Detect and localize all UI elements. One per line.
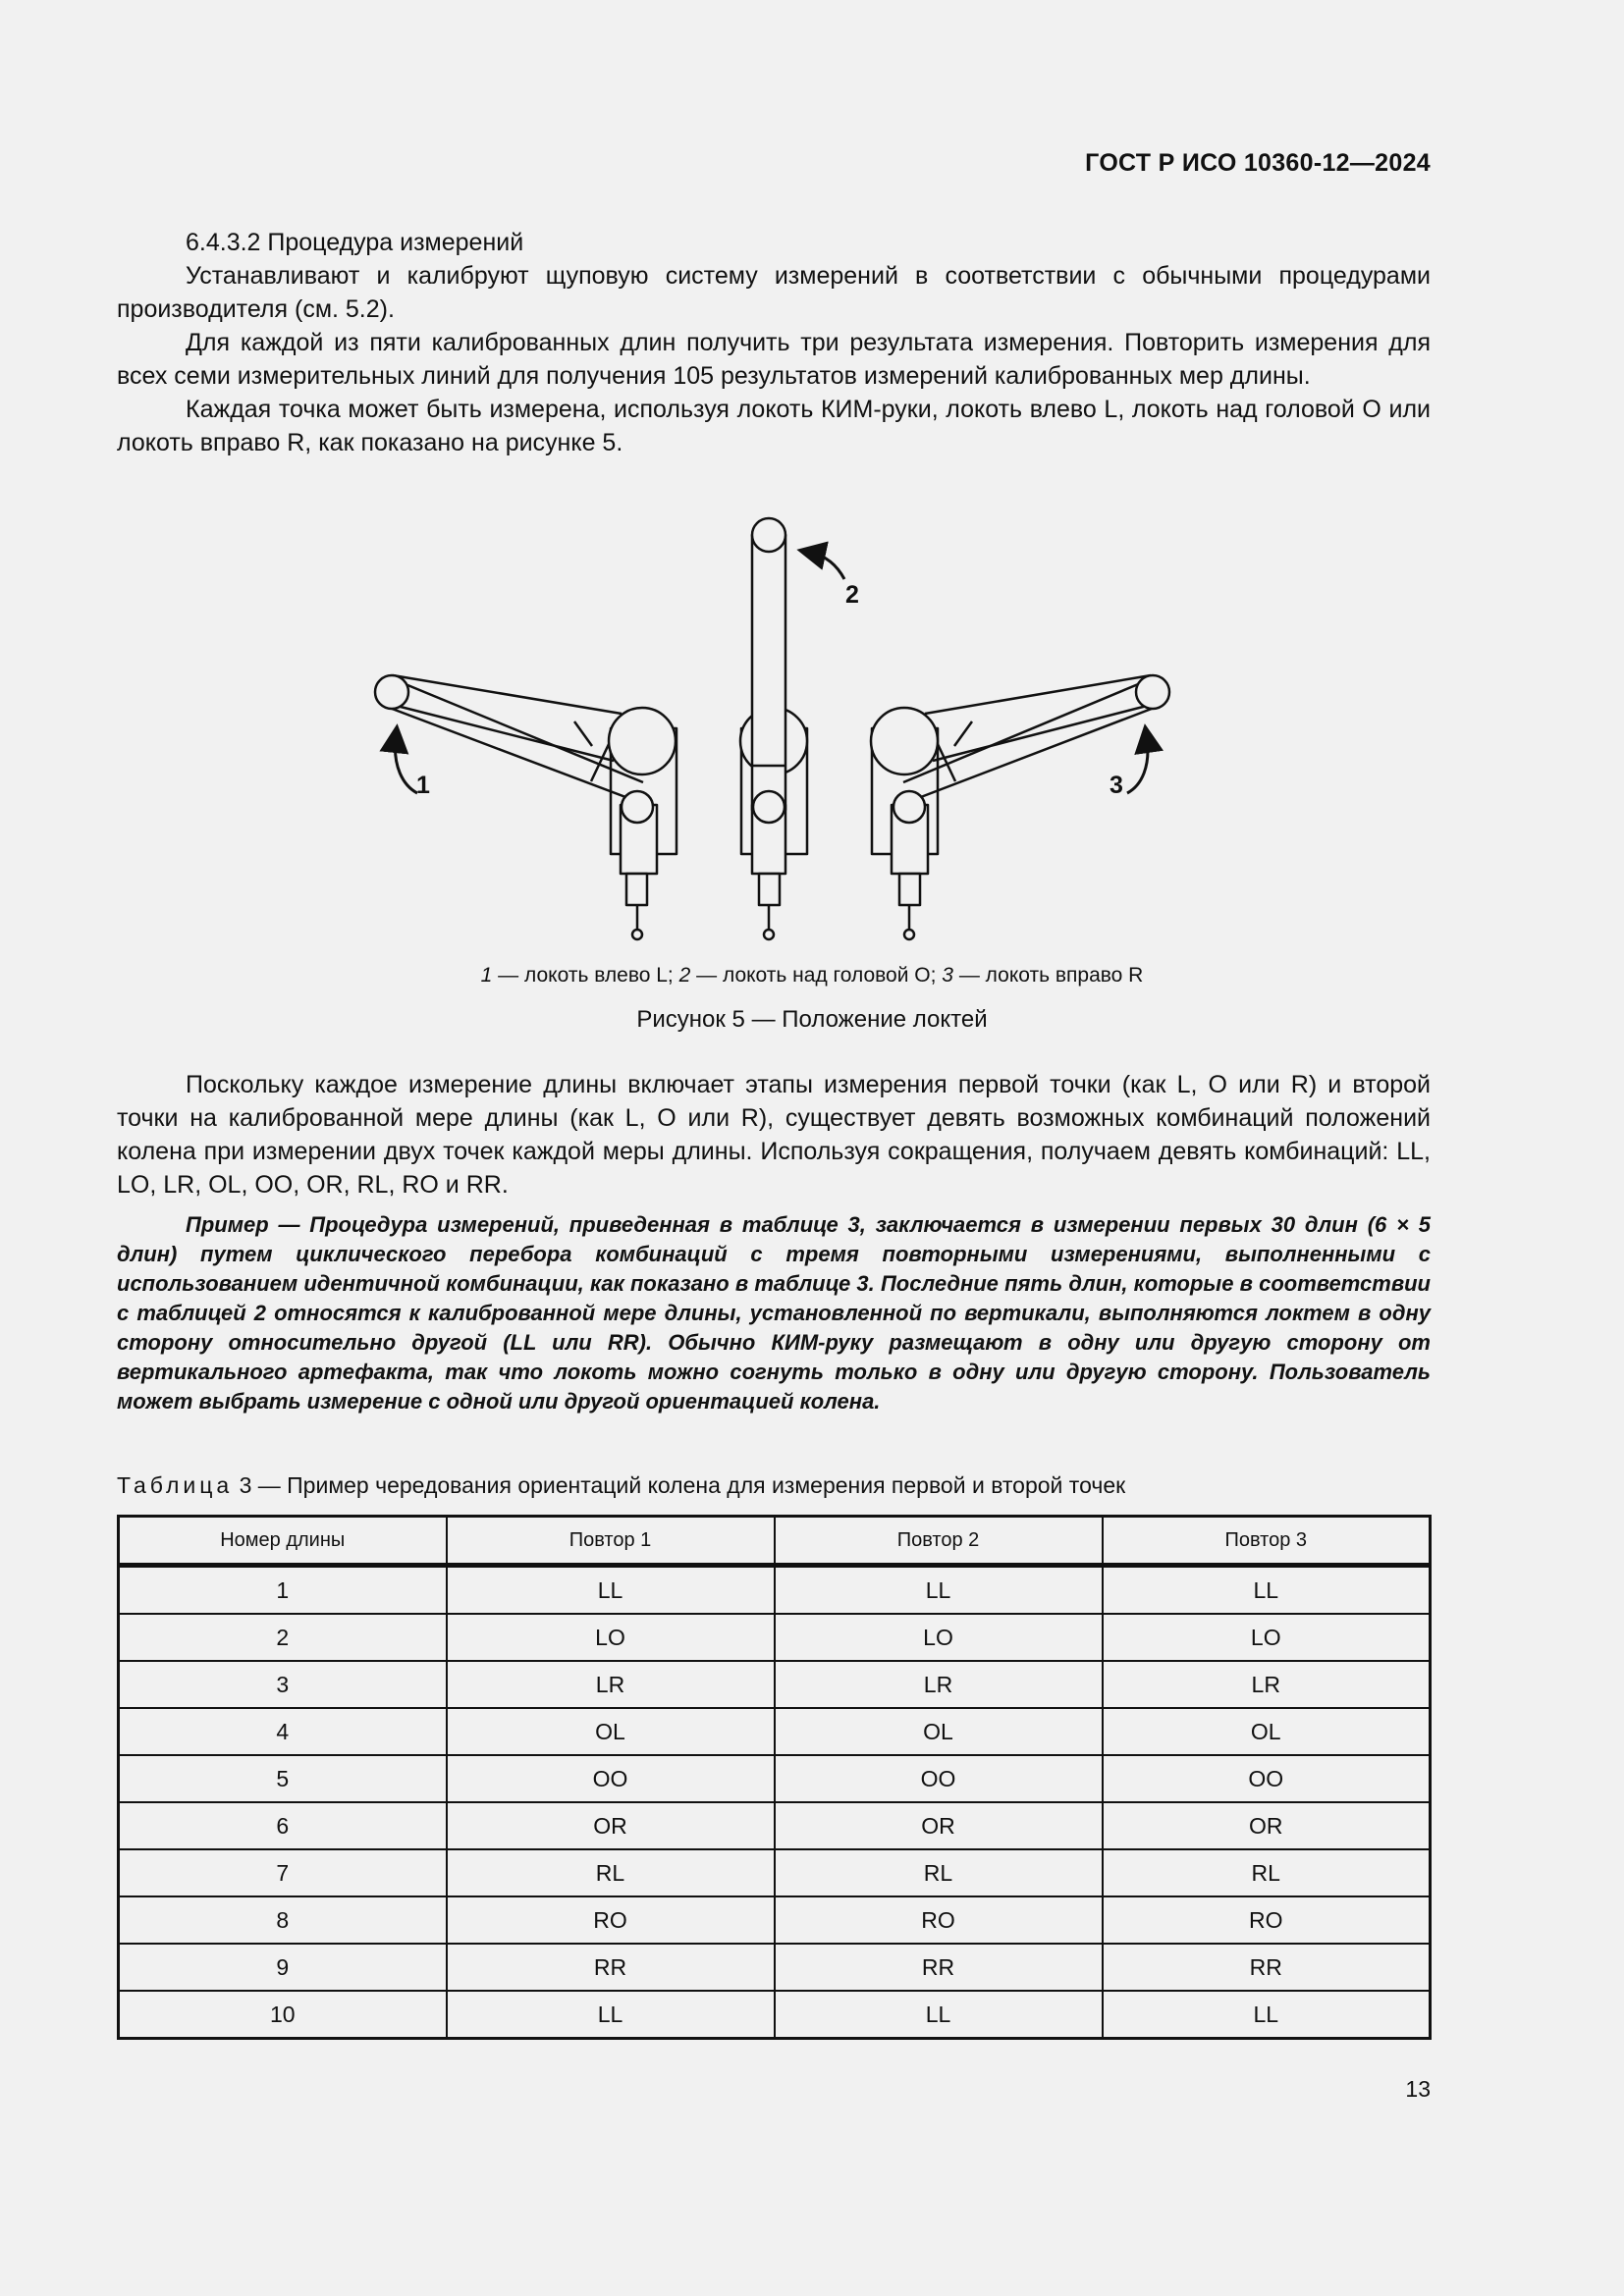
figure-caption: Рисунок 5 — Положение локтей [636, 1006, 988, 1033]
repeat-cell: RO [775, 1896, 1103, 1944]
repeat-cell: RR [775, 1944, 1103, 1991]
repeat-cell: OO [775, 1755, 1103, 1802]
length-number-cell: 3 [119, 1661, 447, 1708]
legend-number: 2 [678, 964, 691, 987]
repeat-cell: OR [1103, 1802, 1431, 1849]
repeat-cell: LL [447, 1991, 775, 2039]
repeat-cell: LO [447, 1614, 775, 1661]
repeat-cell: RR [447, 1944, 775, 1991]
paragraph: Каждая точка может быть измерена, используя локоть КИМ-руки, локоть влево L, локоть над головой O или локоть вправо R, как показано на рисунке 5. [117, 396, 1431, 456]
length-number-cell: 7 [119, 1849, 447, 1896]
repeat-cell: RR [1103, 1944, 1431, 1991]
arm-overhead-drawing [740, 518, 844, 939]
table-header-row [119, 1517, 1431, 1566]
table-row [119, 1708, 1431, 1755]
column-header: Повтор 1 [447, 1517, 775, 1566]
length-number-cell: 6 [119, 1802, 447, 1849]
repeat-cell: OL [447, 1708, 775, 1755]
callout-label-1: 1 [416, 772, 430, 799]
repeat-cell: LL [1103, 1566, 1431, 1615]
callout-label-2: 2 [845, 581, 859, 609]
length-number-cell: 10 [119, 1991, 447, 2039]
section-heading: 6.4.3.2 Процедура измерений [186, 229, 524, 256]
figure-legend [0, 964, 1624, 988]
knee-orientation-table [117, 1515, 1432, 2040]
length-number-cell: 9 [119, 1944, 447, 1991]
callout-label-3: 3 [1110, 772, 1123, 799]
table-row [119, 1755, 1431, 1802]
repeat-cell: RL [447, 1849, 775, 1896]
legend-number: 1 [480, 964, 493, 987]
page-number: 13 [1405, 2076, 1431, 2102]
legend-text: — локоть над головой O; [690, 964, 943, 987]
length-number-cell: 2 [119, 1614, 447, 1661]
table-row [119, 1944, 1431, 1991]
intro-text-block [117, 226, 1431, 459]
column-header: Повтор 3 [1103, 1517, 1431, 1566]
repeat-cell: LL [1103, 1991, 1431, 2039]
table-row [119, 1661, 1431, 1708]
repeat-cell: LR [775, 1661, 1103, 1708]
paragraph: Поскольку каждое измерение длины включает этапы измерения первой точки (как L, O или R) и второй точки на калиброванной мере длины (как L, O или R), существует девять возможных комбинаций положений колена при измерении двух точек каждой меры длины. Используя сокращения, получаем девять комбинаций: LL, LO, LR, OL, OO, OR, RL, RO и RR. [117, 1071, 1431, 1199]
repeat-cell: OO [1103, 1755, 1431, 1802]
arm-elbow-left-drawing [365, 675, 677, 939]
repeat-cell: OL [775, 1708, 1103, 1755]
table-row [119, 1849, 1431, 1896]
table-row [119, 1802, 1431, 1849]
paragraph: Для каждой из пяти калиброванных длин получить три результата измерения. Повторить измерения для всех семи измерительных линий для получения 105 результатов измерений калиброванных мер длины. [117, 329, 1431, 390]
repeat-cell: RO [1103, 1896, 1431, 1944]
arm-elbow-right-drawing [871, 675, 1169, 939]
table-title [117, 1472, 1125, 1499]
table-row [119, 1896, 1431, 1944]
length-number-cell: 8 [119, 1896, 447, 1944]
repeat-cell: LR [447, 1661, 775, 1708]
elbow-positions-figure [363, 512, 1188, 958]
length-number-cell: 4 [119, 1708, 447, 1755]
paragraph: Устанавливают и калибруют щуповую систему измерений в соответствии с обычными процедурами производителя (см. 5.2). [117, 262, 1431, 323]
length-number-cell: 5 [119, 1755, 447, 1802]
repeat-cell: OR [447, 1802, 775, 1849]
repeat-cell: RO [447, 1896, 775, 1944]
document-code: ГОСТ Р ИСО 10360-12—2024 [1085, 149, 1431, 177]
repeat-cell: LL [775, 1566, 1103, 1615]
column-header: Номер длины [119, 1517, 447, 1566]
repeat-cell: LO [1103, 1614, 1431, 1661]
repeat-cell: OL [1103, 1708, 1431, 1755]
repeat-cell: OR [775, 1802, 1103, 1849]
repeat-cell: RL [775, 1849, 1103, 1896]
repeat-cell: LL [447, 1566, 775, 1615]
example-note: Пример — Процедура измерений, приведенная в таблице 3, заключается в измерении первых 30 длин (6 × 5 длин) путем циклического перебора комбинаций с тремя повторными измерениями, выполненными с использованием идентичной комбинации, как показано в таблице 3. Последние пять длин, которые в соответствии с таблицей 2 относятся к калиброванной мере длины, установленной по вертикали, выполняются локтем в одну сторону относительно другой (LL или RR). Обычно КИМ-руку размещают в одну или другую сторону от вертикального артефакта, так что локоть можно согнуть только в одну или другую сторону. Пользователь может выбрать измерение с одной или другой ориентацией колена. [117, 1212, 1431, 1414]
legend-text: — локоть вправо R [952, 964, 1144, 987]
table-row [119, 1566, 1431, 1615]
legend-number: 3 [942, 964, 953, 987]
repeat-cell: RL [1103, 1849, 1431, 1896]
column-header: Повтор 2 [775, 1517, 1103, 1566]
table-title-text: 3 — Пример чередования ориентаций колена для измерения первой и второй точек [233, 1472, 1126, 1498]
combinations-text-block [117, 1068, 1431, 1201]
repeat-cell: LO [775, 1614, 1103, 1661]
repeat-cell: LR [1103, 1661, 1431, 1708]
table-row [119, 1991, 1431, 2039]
length-number-cell: 1 [119, 1566, 447, 1615]
repeat-cell: OO [447, 1755, 775, 1802]
table-title-lead: Таблица [117, 1472, 234, 1498]
legend-text: — локоть влево L; [492, 964, 679, 987]
repeat-cell: LL [775, 1991, 1103, 2039]
table-row [119, 1614, 1431, 1661]
